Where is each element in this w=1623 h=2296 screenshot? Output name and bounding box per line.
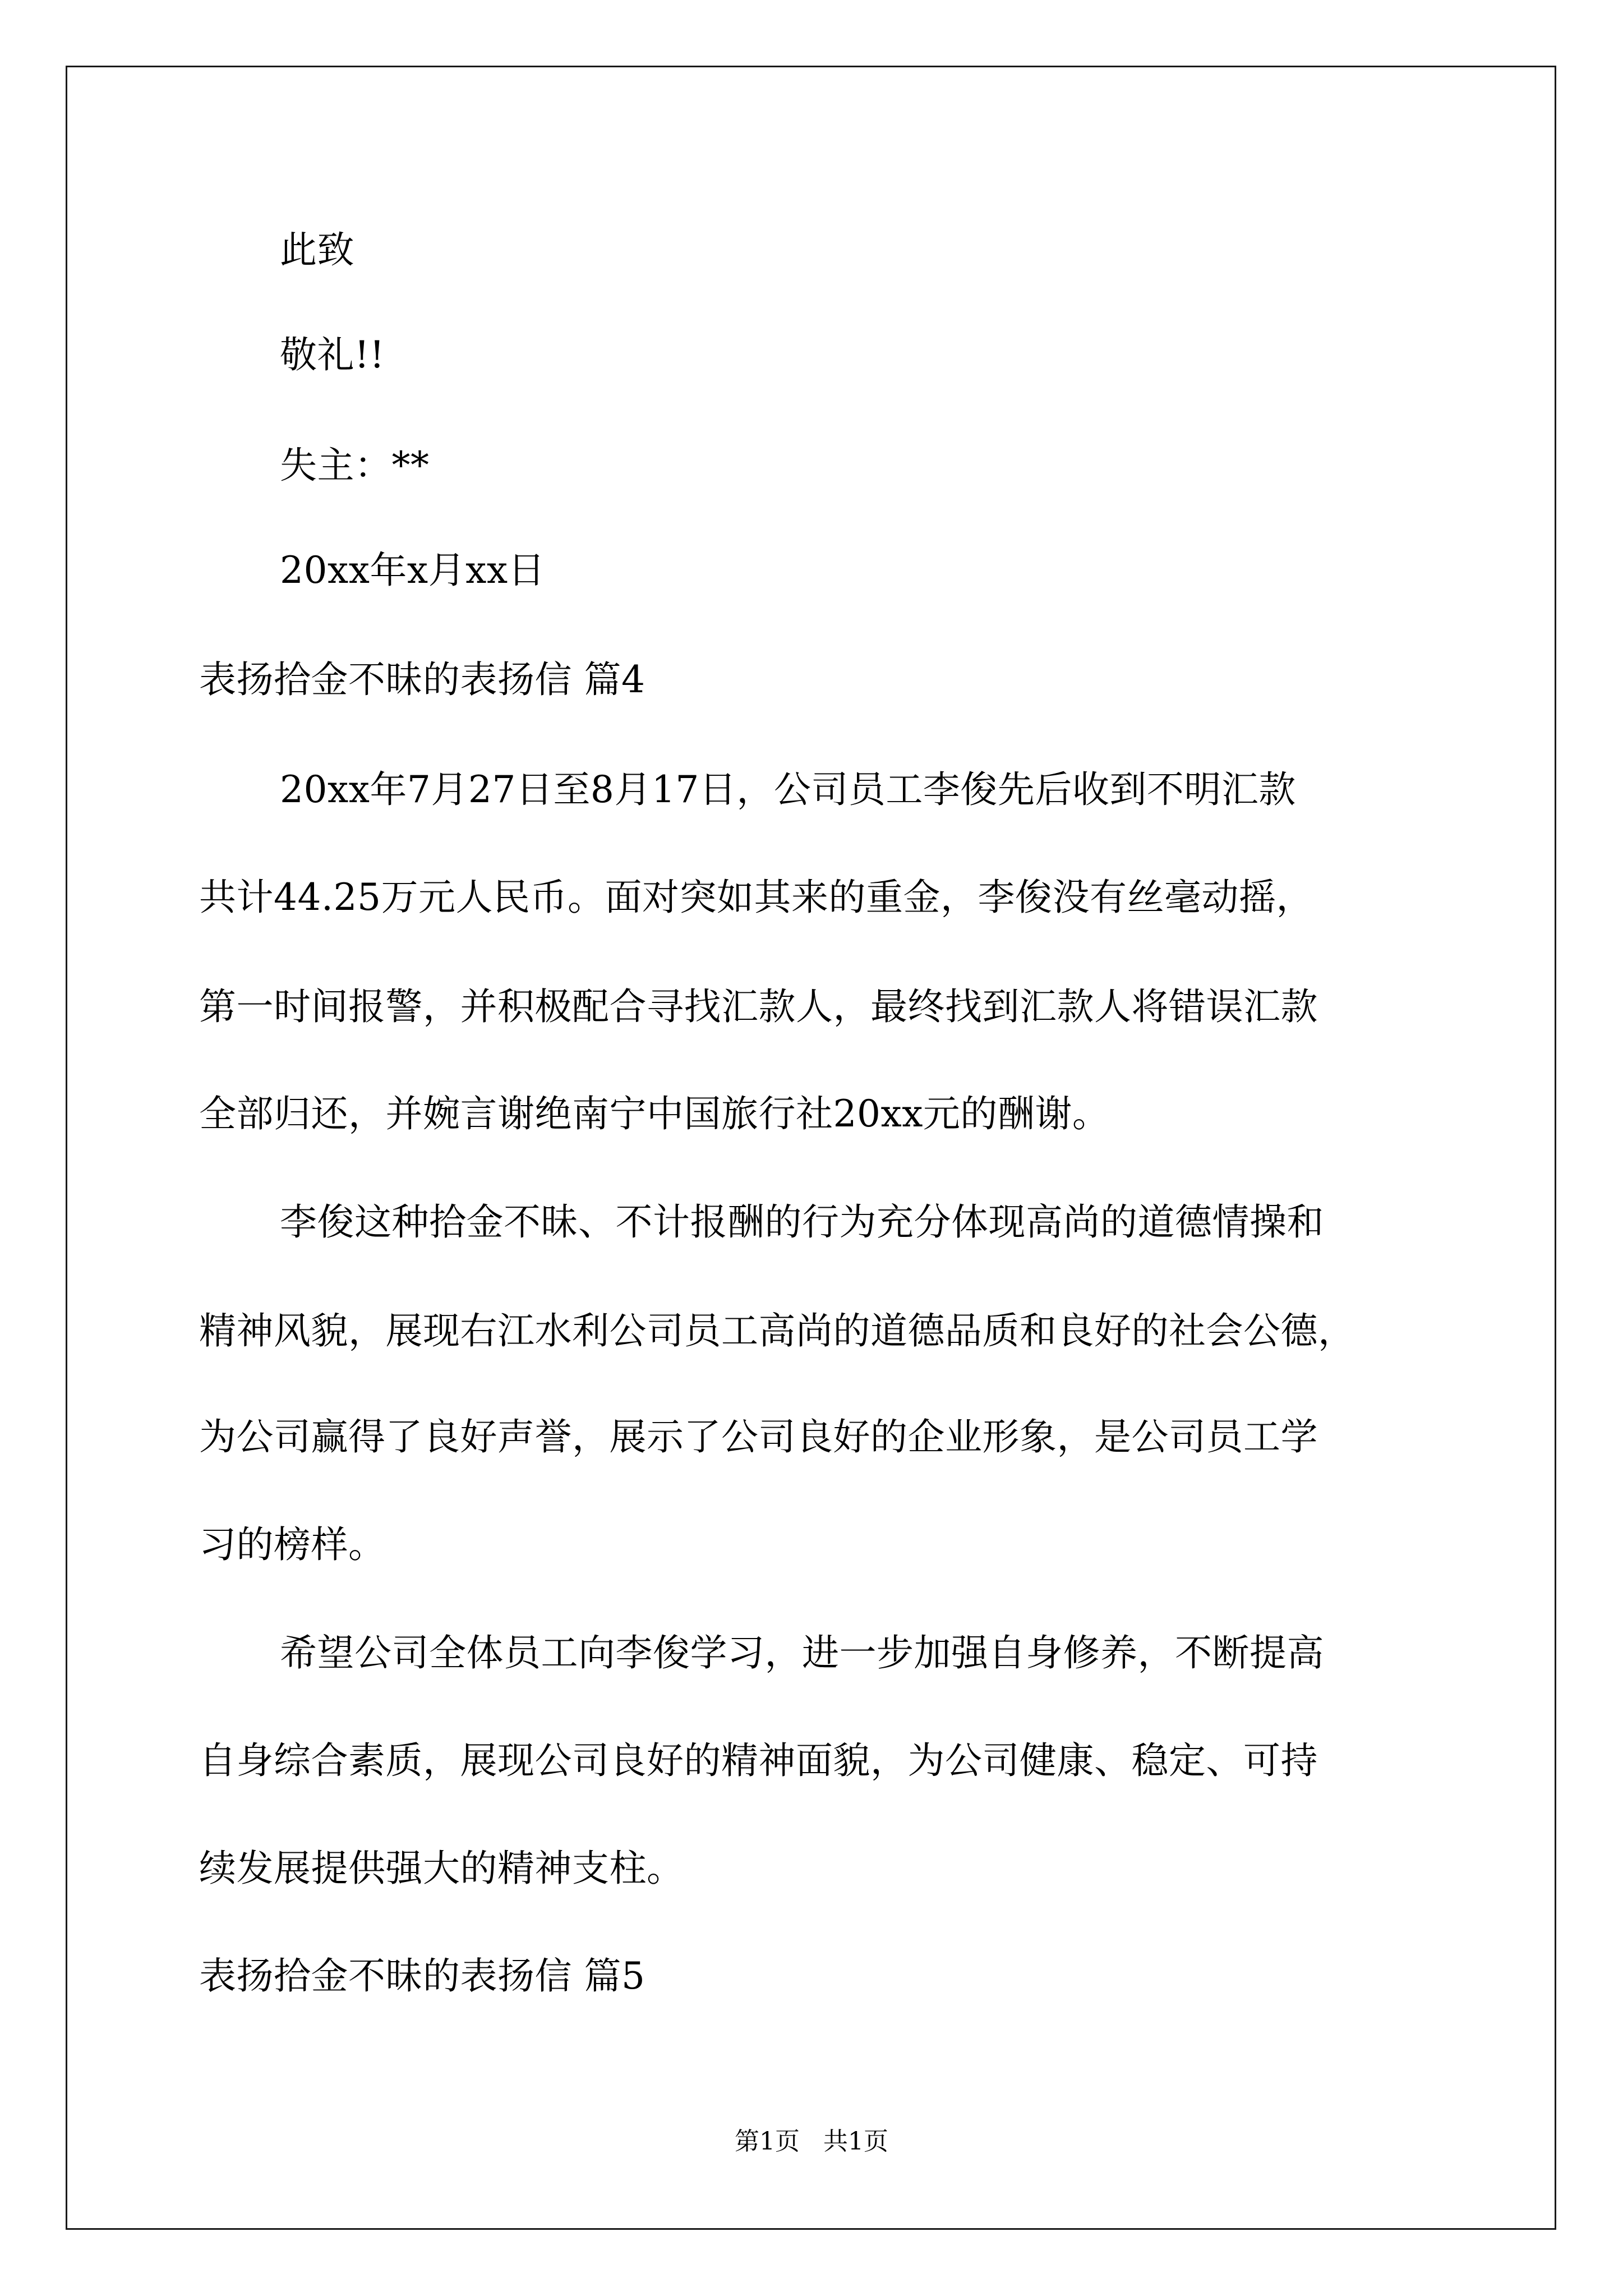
closing-respect: 敬礼!!	[280, 333, 385, 376]
paragraph-2-line-4: 习的榜样。	[199, 1523, 386, 1566]
page-footer: 第1页 共1页	[735, 2127, 888, 2156]
paragraph-2-line-3: 为公司赢得了良好声誉，展示了公司良好的企业形象，是公司员工学	[199, 1415, 1318, 1458]
section-4-heading: 表扬拾金不昧的表扬信 篇4	[199, 658, 645, 701]
paragraph-1-line-1: 20xx年7月27日至8月17日，公司员工李俊先后收到不明汇款	[280, 768, 1296, 811]
signer-line: 失主：**	[280, 444, 430, 487]
closing-salutation: 此致	[280, 228, 354, 272]
section-5-heading: 表扬拾金不昧的表扬信 篇5	[199, 1954, 645, 1998]
paragraph-1-line-2: 共计44.25万元人民币。面对突如其来的重金，李俊没有丝毫动摇，	[199, 876, 1313, 919]
paragraph-3-line-1: 希望公司全体员工向李俊学习，进一步加强自身修养，不断提高	[280, 1631, 1324, 1674]
page-border	[66, 66, 1556, 2230]
paragraph-2-line-1: 李俊这种拾金不昧、不计报酬的行为充分体现高尚的道德情操和	[280, 1200, 1324, 1244]
letter-date: 20xx年x月xx日	[280, 549, 546, 592]
paragraph-1-line-3: 第一时间报警，并积极配合寻找汇款人，最终找到汇款人将错误汇款	[199, 985, 1318, 1028]
paragraph-1-line-4: 全部归还，并婉言谢绝南宁中国旅行社20xx元的酬谢。	[199, 1092, 1110, 1135]
paragraph-3-line-2: 自身综合素质，展现公司良好的精神面貌，为公司健康、稳定、可持	[199, 1739, 1318, 1782]
paragraph-3-line-3: 续发展提供强大的精神支柱。	[199, 1847, 684, 1890]
paragraph-2-line-2: 精神风貌，展现右江水利公司员工高尚的道德品质和良好的社会公德，	[199, 1309, 1355, 1352]
